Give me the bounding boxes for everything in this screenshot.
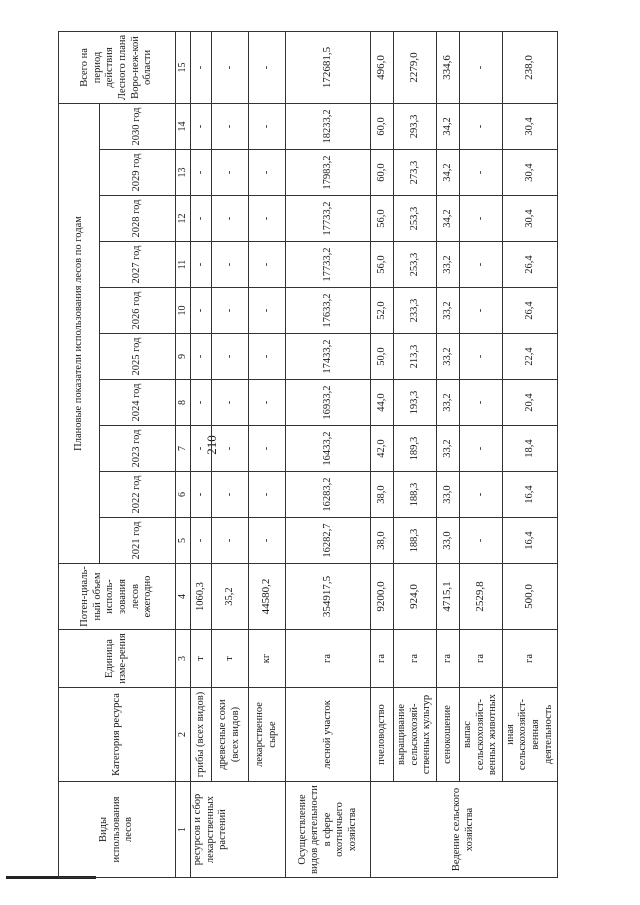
row-value: 33,2 <box>437 380 460 426</box>
row-value: 30,4 <box>503 103 558 149</box>
header-year: 2027 год <box>100 242 176 288</box>
row-value: - <box>191 518 212 564</box>
row-total: - <box>249 31 286 103</box>
row-value: 33,2 <box>437 288 460 334</box>
row-value: - <box>212 334 249 380</box>
row-value: - <box>191 426 212 472</box>
column-number: 3 <box>176 630 191 688</box>
header-year: 2024 год <box>100 380 176 426</box>
row-category: лекарственное сырье <box>249 688 286 782</box>
table-row <box>503 31 558 877</box>
row-value: 17733,2 <box>286 242 371 288</box>
table-row <box>437 31 460 877</box>
row-unit: га <box>503 630 558 688</box>
row-total: - <box>191 31 212 103</box>
row-value: - <box>191 380 212 426</box>
row-value: 17433,2 <box>286 334 371 380</box>
forest-use-plan-table <box>58 31 558 878</box>
header-planned: Плановые показатели использования лесов по годам <box>59 103 100 563</box>
row-category: сенокошение <box>437 688 460 782</box>
column-number: 9 <box>176 334 191 380</box>
row-category: пчеловодство <box>371 688 394 782</box>
header-year: 2025 год <box>100 334 176 380</box>
row-value: - <box>212 288 249 334</box>
row-unit: га <box>437 630 460 688</box>
row-value: - <box>249 518 286 564</box>
row-potential: 1060,3 <box>191 564 212 630</box>
column-number: 7 <box>176 426 191 472</box>
row-potential: 35,2 <box>212 564 249 630</box>
row-value: - <box>460 288 503 334</box>
row-total: 172681,5 <box>286 31 371 103</box>
row-value: - <box>249 288 286 334</box>
row-value: - <box>460 472 503 518</box>
column-number: 12 <box>176 196 191 242</box>
row-value: - <box>249 196 286 242</box>
row-value: - <box>460 426 503 472</box>
row-value: 33,2 <box>437 334 460 380</box>
row-value: 26,4 <box>503 242 558 288</box>
column-number: 14 <box>176 103 191 149</box>
row-value: - <box>460 334 503 380</box>
header-kind: Виды использования лесов <box>59 782 176 878</box>
column-number: 10 <box>176 288 191 334</box>
row-value: - <box>191 196 212 242</box>
row-value: - <box>249 242 286 288</box>
row-value: - <box>249 472 286 518</box>
table-row <box>394 31 437 877</box>
group-kind: Ведение сельского хозяйства <box>371 782 558 878</box>
row-value: - <box>249 426 286 472</box>
row-category: иная сельскохозяйст-венная деятельность <box>503 688 558 782</box>
group-kind: ресурсов и сбор лекарственных растений <box>191 782 286 878</box>
row-total: 238,0 <box>503 31 558 103</box>
row-unit: га <box>460 630 503 688</box>
column-number: 11 <box>176 242 191 288</box>
row-value: 193,3 <box>394 380 437 426</box>
row-potential: 500,0 <box>503 564 558 630</box>
row-value: 56,0 <box>371 196 394 242</box>
row-value: 42,0 <box>371 426 394 472</box>
row-value: - <box>212 196 249 242</box>
row-value: 18233,2 <box>286 103 371 149</box>
row-total: - <box>460 31 503 103</box>
column-number: 2 <box>176 688 191 782</box>
row-value: 233,3 <box>394 288 437 334</box>
header-year: 2022 год <box>100 472 176 518</box>
row-potential: 44580,2 <box>249 564 286 630</box>
row-value: - <box>191 242 212 288</box>
row-value: 17983,2 <box>286 150 371 196</box>
row-total: - <box>212 31 249 103</box>
row-potential: 354917,5 <box>286 564 371 630</box>
row-potential: 924,0 <box>394 564 437 630</box>
row-value: 188,3 <box>394 472 437 518</box>
row-value: - <box>191 103 212 149</box>
row-value: 22,4 <box>503 334 558 380</box>
row-value: - <box>191 472 212 518</box>
row-value: - <box>212 518 249 564</box>
row-unit: га <box>286 630 371 688</box>
row-value: - <box>460 518 503 564</box>
row-value: - <box>212 242 249 288</box>
row-value: 38,0 <box>371 518 394 564</box>
group-kind: Осуществление видов деятельности в сфере охотничьего хозяйства <box>286 782 371 878</box>
row-value: 34,2 <box>437 150 460 196</box>
row-unit: га <box>371 630 394 688</box>
table-row <box>286 31 371 877</box>
row-value: 33,0 <box>437 518 460 564</box>
row-total: 2279,0 <box>394 31 437 103</box>
row-value: 16282,7 <box>286 518 371 564</box>
row-value: - <box>212 150 249 196</box>
row-unit: кг <box>249 630 286 688</box>
table-row <box>460 31 503 877</box>
row-value: 38,0 <box>371 472 394 518</box>
row-value: - <box>460 380 503 426</box>
row-unit: га <box>394 630 437 688</box>
row-value: 273,3 <box>394 150 437 196</box>
row-value: - <box>212 380 249 426</box>
table-row <box>191 31 212 877</box>
row-unit: т <box>191 630 212 688</box>
row-value: 18,4 <box>503 426 558 472</box>
header-year: 2029 год <box>100 150 176 196</box>
column-number: 15 <box>176 31 191 103</box>
row-total: 334,6 <box>437 31 460 103</box>
row-value: 30,4 <box>503 150 558 196</box>
row-value: 26,4 <box>503 288 558 334</box>
header-year: 2021 год <box>100 518 176 564</box>
row-potential: 2529,8 <box>460 564 503 630</box>
row-value: - <box>249 380 286 426</box>
row-value: 213,3 <box>394 334 437 380</box>
row-value: 16433,2 <box>286 426 371 472</box>
row-value: 16,4 <box>503 472 558 518</box>
row-value: 56,0 <box>371 242 394 288</box>
row-value: - <box>460 150 503 196</box>
row-value: 253,3 <box>394 242 437 288</box>
row-value: 34,2 <box>437 196 460 242</box>
row-potential: 9200,0 <box>371 564 394 630</box>
row-value: 30,4 <box>503 196 558 242</box>
row-category: выпас сельскохозяйст-венных животных <box>460 688 503 782</box>
column-number: 4 <box>176 564 191 630</box>
row-value: 20,4 <box>503 380 558 426</box>
row-value: - <box>460 196 503 242</box>
row-value: 17733,2 <box>286 196 371 242</box>
row-value: - <box>212 426 249 472</box>
row-value: - <box>212 103 249 149</box>
header-potential: Потен-циаль-ный объем исполь-зования лесов ежегодно <box>59 564 176 630</box>
row-value: 16,4 <box>503 518 558 564</box>
row-value: 60,0 <box>371 103 394 149</box>
column-number-row <box>176 31 191 877</box>
row-value: 52,0 <box>371 288 394 334</box>
column-number: 5 <box>176 518 191 564</box>
header-category: Категория ресурса <box>59 688 176 782</box>
row-value: - <box>191 334 212 380</box>
column-number: 8 <box>176 380 191 426</box>
header-year: 2023 год <box>100 426 176 472</box>
table-row <box>249 31 286 877</box>
row-value: 34,2 <box>437 103 460 149</box>
header-unit: Единица изме-рения <box>59 630 176 688</box>
column-number: 13 <box>176 150 191 196</box>
table-row <box>212 31 249 877</box>
row-unit: т <box>212 630 249 688</box>
row-value: - <box>191 150 212 196</box>
row-value: 253,3 <box>394 196 437 242</box>
row-value: 293,3 <box>394 103 437 149</box>
row-value: - <box>249 103 286 149</box>
row-value: - <box>460 103 503 149</box>
row-value: 33,2 <box>437 242 460 288</box>
row-value: 44,0 <box>371 380 394 426</box>
row-category: лесной участок <box>286 688 371 782</box>
row-value: 188,3 <box>394 518 437 564</box>
row-category: древесные соки (всех видов) <box>212 688 249 782</box>
row-value: - <box>191 288 212 334</box>
row-value: 60,0 <box>371 150 394 196</box>
row-value: - <box>249 150 286 196</box>
row-value: 17633,2 <box>286 288 371 334</box>
row-value: - <box>212 472 249 518</box>
row-category: грибы (всех видов) <box>191 688 212 782</box>
column-number: 6 <box>176 472 191 518</box>
row-category: выращивание сельскохозяй-ственных культур <box>394 688 437 782</box>
row-potential: 4715,1 <box>437 564 460 630</box>
header-year: 2026 год <box>100 288 176 334</box>
column-number: 1 <box>176 782 191 878</box>
row-value: - <box>249 334 286 380</box>
header-year: 2030 год <box>100 103 176 149</box>
row-value: 189,3 <box>394 426 437 472</box>
table-row <box>371 31 394 877</box>
row-value: 16283,2 <box>286 472 371 518</box>
row-value: - <box>460 242 503 288</box>
row-value: 33,2 <box>437 426 460 472</box>
row-value: 16933,2 <box>286 380 371 426</box>
row-value: 33,0 <box>437 472 460 518</box>
header-year: 2028 год <box>100 196 176 242</box>
row-total: 496,0 <box>371 31 394 103</box>
rotated-table-container <box>58 34 554 878</box>
header-total: Всего на период действия Лесного плана Воро-неж-кой области <box>59 31 176 103</box>
row-value: 50,0 <box>371 334 394 380</box>
